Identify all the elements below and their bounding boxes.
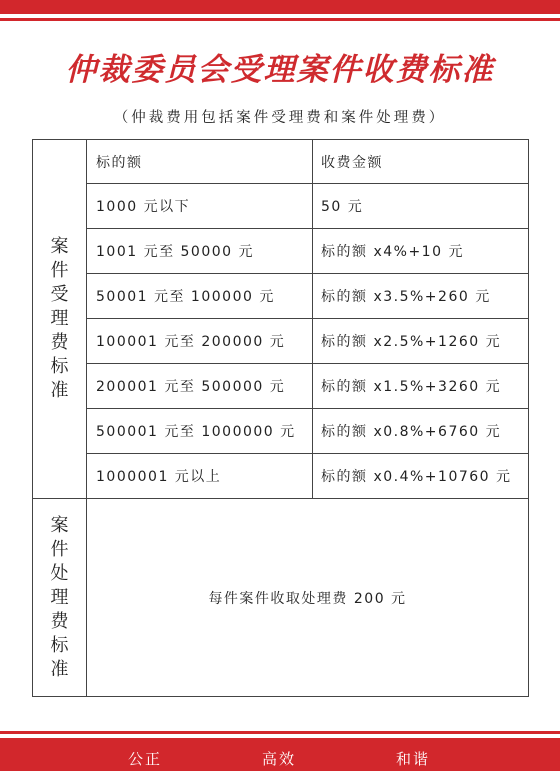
table-row [33,184,529,229]
fee-cell: 标的额 x1.5%+3260 元 [313,364,529,409]
processing-fee-side-label: 案件处理费标准 [33,499,87,697]
fee-cell: 标的额 x0.8%+6760 元 [313,409,529,454]
motto-efficiency: 高效 [262,750,297,768]
fee-cell: 标的额 x3.5%+260 元 [313,274,529,319]
fee-cell: 标的额 x2.5%+1260 元 [313,319,529,364]
motto-harmony: 和谐 [396,750,431,768]
motto-fairness: 公正 [128,750,163,768]
amount-cell: 50001 元至 100000 元 [87,274,313,319]
table-row [33,409,529,454]
top-red-band [0,0,560,14]
amount-cell: 1001 元至 50000 元 [87,229,313,274]
header-amount: 标的额 [87,140,313,184]
top-red-line [0,18,560,21]
amount-cell: 200001 元至 500000 元 [87,364,313,409]
fee-table [32,139,529,697]
table-row [33,364,529,409]
table-row [33,319,529,364]
header-fee: 收费金额 [313,140,529,184]
table-row [33,229,529,274]
page-title: 仲裁委员会受理案件收费标准 [65,52,495,88]
processing-fee-text: 每件案件收取处理费 200 元 [87,499,529,697]
page-subtitle: （仲裁费用包括案件受理费和案件处理费） [113,110,447,126]
footer-band [0,738,560,771]
fee-cell: 标的额 x0.4%+10760 元 [313,454,529,499]
table-row [33,454,529,499]
table-row [33,274,529,319]
table-header-row [33,140,529,184]
amount-cell: 1000 元以下 [87,184,313,229]
amount-cell: 1000001 元以上 [87,454,313,499]
fee-cell: 标的额 x4%+10 元 [313,229,529,274]
bottom-red-line [0,731,560,734]
amount-cell: 500001 元至 1000000 元 [87,409,313,454]
amount-cell: 100001 元至 200000 元 [87,319,313,364]
fee-cell: 50 元 [313,184,529,229]
acceptance-fee-side-label: 案件受理费标准 [33,140,87,499]
processing-fee-row [33,499,529,697]
